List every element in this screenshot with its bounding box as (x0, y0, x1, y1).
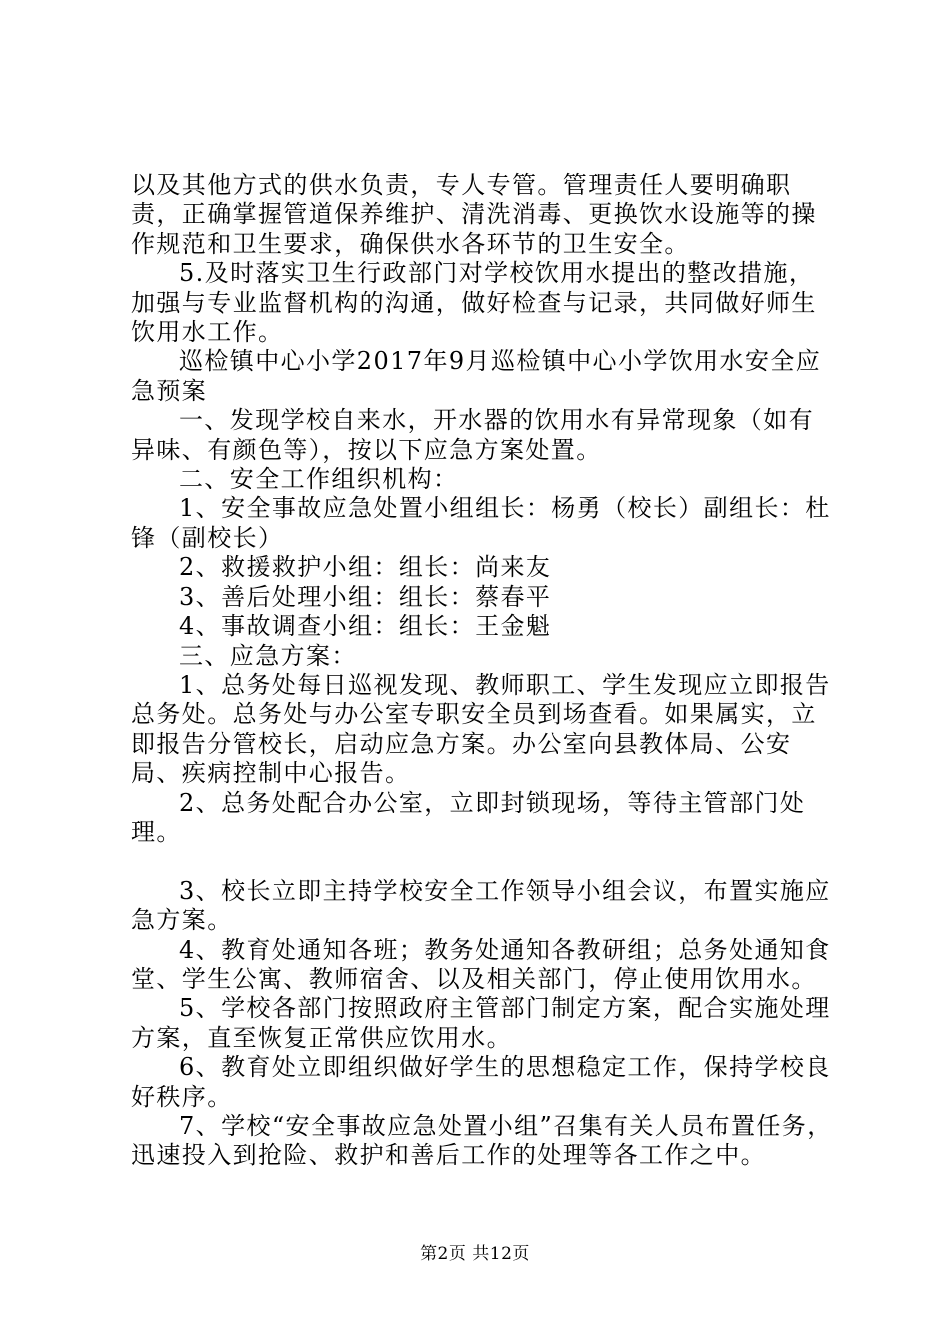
paragraph-org-2: 2、救援救护小组：组长：尚来友 (179, 553, 552, 582)
paragraph-continuation: 以及其他方式的供水负责，专人专管。管理责任人要明确职责，正确掌握管道保养维护、清洗消毒、更换饮水设施等的操作规范和卫生要求，确保供水各环节的卫生安全。 (131, 171, 817, 258)
paragraph-plan-5: 5、学校各部门按照政府主管部门制定方案，配合实施处理方案，直至恢复正常供应饮用水。 (131, 994, 831, 1052)
paragraph-item-5: 5.及时落实卫生行政部门对学校饮用水提出的整改措施，加强与专业监督机构的沟通，做好检查与记录，共同做好师生饮用水工作。 (131, 259, 817, 347)
document-body (131, 171, 835, 1171)
paragraph-org-4: 4、事故调查小组：组长：王金魁 (179, 612, 552, 641)
paragraph-plan-3: 3、校长立即主持学校安全工作领导小组会议，布置实施应急方案。 (131, 876, 831, 935)
paragraph-section-1: 一、发现学校自来水，开水器的饮用水有异常现象（如有异味、有颜色等），按以下应急方案处置。 (131, 406, 814, 464)
paragraph-org-1: 1、安全事故应急处置小组组长：杨勇（校长）副组长：杜锋（副校长） (131, 494, 831, 552)
paragraph-section-3-heading: 三、应急方案： (179, 641, 357, 670)
paragraph-section-2-heading: 二、安全工作组织机构： (179, 465, 459, 494)
blank-line (131, 847, 835, 876)
paragraph-org-3: 3、善后处理小组：组长：蔡春平 (179, 582, 552, 611)
paragraph-plan-7: 7、学校“安全事故应急处置小组”召集有关人员布置任务，迅速投入到抢险、救护和善后工作的处理等各工作之中。 (131, 1111, 833, 1170)
page-number-footer: 第2页 共12页 (420, 1244, 530, 1264)
paragraph-plan-6: 6、教育处立即组织做好学生的思想稳定工作，保持学校良好秩序。 (131, 1053, 831, 1111)
paragraph-plan-1: 1、总务处每日巡视发现、教师职工、学生发现应立即报告总务处。总务处与办公室专职安全员到场查看。如果属实，立即报告分管校长，启动应急方案。办公室向县教体局、公安局、疾病控制中心报告。 (131, 670, 831, 788)
paragraph-plan-4: 4、教育处通知各班；教务处通知各教研组；总务处通知食堂、学生公寓、教师宿舍、以及相关部门，停止使用饮用水。 (131, 935, 831, 993)
section-title: 巡检镇中心小学2017年9月巡检镇中心小学饮用水安全应急预案 (131, 347, 822, 405)
paragraph-plan-2: 2、总务处配合办公室，立即封锁现场，等待主管部门处理。 (131, 788, 806, 846)
